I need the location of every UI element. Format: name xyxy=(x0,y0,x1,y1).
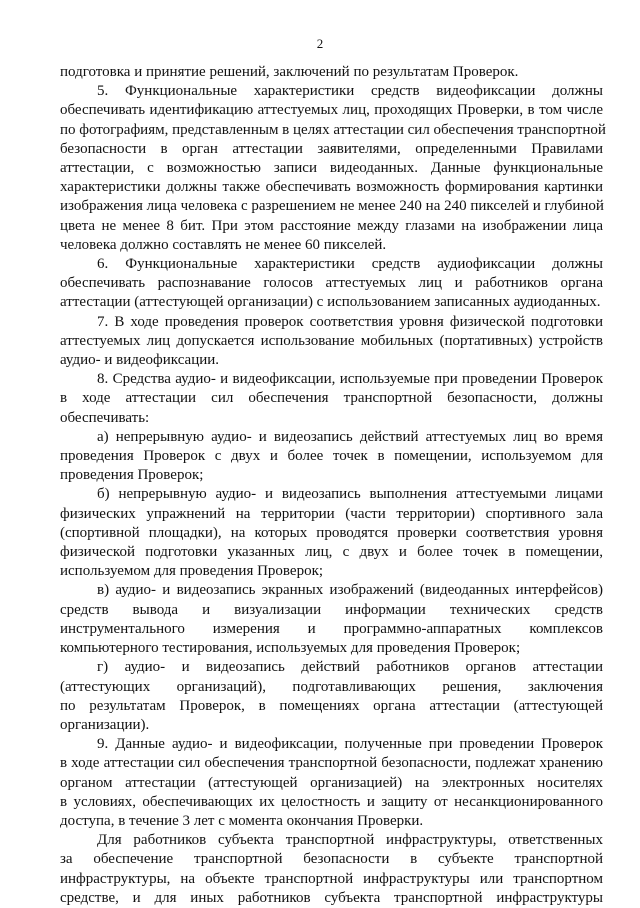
text-line: обеспечивать распознавание голосов аттестуемых лиц и работников органа xyxy=(60,275,603,292)
text-line: физической подготовки указанных лиц, с двух и более точек в помещении, xyxy=(60,544,603,561)
text-line: организации). xyxy=(60,716,150,733)
text-line: 7. В ходе проведения проверок соответствия уровня физической подготовки xyxy=(97,313,603,330)
text-line: безопасности в орган аттестации заявителями, определенными Правилами xyxy=(60,140,603,157)
text-line: органом аттестации (аттестующей организацией) на электронных носителях xyxy=(60,774,603,791)
text-line: (аттестующих организаций), подготавливающих решения, заключения xyxy=(60,678,603,695)
text-line: г) аудио- и видеозапись действий работников органов аттестации xyxy=(97,659,603,676)
text-line: проведения Проверок с двух и более точек в помещении, используемом для xyxy=(60,448,603,465)
paragraph-p7 xyxy=(60,313,603,371)
text-line: 8. Средства аудио- и видеофиксации, используемые при проведении Проверок xyxy=(97,371,603,388)
text-line: 9. Данные аудио- и видеофиксации, полученные при проведении Проверок xyxy=(97,736,603,753)
text-line: подготовка и принятие решений, заключений по результатам Проверок. xyxy=(60,64,519,80)
text-line: физических упражнений на территории (части территории) спортивного зала xyxy=(60,505,603,522)
text-line: аттестуемых лиц допускается использование мобильных (портативных) устройств xyxy=(60,332,603,349)
document-body xyxy=(60,63,606,908)
paragraph-p0 xyxy=(60,63,603,82)
text-line: характеристики должны также обеспечивать возможность формирования картинки xyxy=(60,179,603,196)
text-line: цвета не менее 8 бит. При этом расстояние между глазами на изображении лица xyxy=(60,217,603,234)
text-line: аттестации (аттестующей организации) с использованием записанных аудиоданных. xyxy=(60,294,601,311)
text-line: инфраструктуры, на объекте транспортной инфраструктуры или транспортном xyxy=(60,870,603,887)
paragraph-p10 xyxy=(60,831,603,908)
paragraph-p8a xyxy=(60,428,603,486)
text-line: инструментального измерения и программно-аппаратных комплексов xyxy=(60,620,603,637)
text-line: (спортивной площадки), на которых проводятся проверки соответствия уровня xyxy=(60,524,603,541)
text-line: компьютерного тестирования, используемых для проведения Проверок; xyxy=(60,640,521,657)
paragraph-p8d xyxy=(60,658,603,735)
page-number: 2 xyxy=(316,36,324,51)
paragraph-p9 xyxy=(60,735,603,831)
text-line: по результатам Проверок, в помещениях органа аттестации (аттестующей xyxy=(60,697,603,714)
paragraph-p5 xyxy=(60,82,606,255)
text-line: обеспечивать идентификацию аттестуемых лиц, проходящих Проверки, в том числе xyxy=(60,102,603,119)
text-line: 5. Функциональные характеристики средств видеофиксации должны xyxy=(97,83,603,100)
text-line: в ходе аттестации сил обеспечения транспортной безопасности, должны xyxy=(60,390,603,407)
paragraph-p8b xyxy=(60,485,603,581)
text-line: обеспечивать: xyxy=(60,409,150,426)
paragraph-p8 xyxy=(60,370,603,428)
text-line: человека должно составлять не менее 60 пикселей. xyxy=(60,236,387,253)
text-line: доступа, в течение 3 лет с момента окончания Проверки. xyxy=(60,812,424,829)
text-line: в) аудио- и видеозапись экранных изображений (видеоданных интерфейсов) xyxy=(97,582,603,599)
text-line: по фотографиям, представленным в целях аттестации сил обеспечения транспортной xyxy=(60,121,606,138)
text-line: средстве, и для иных работников субъекта транспортной инфраструктуры xyxy=(60,889,603,906)
text-line: изображения лица человека с разрешением не менее 240 на 240 пикселей и глубиной xyxy=(60,198,604,215)
paragraph-p8c xyxy=(60,581,603,658)
text-line: Для работников субъекта транспортной инфраструктуры, ответственных xyxy=(97,832,603,849)
paragraph-p6 xyxy=(60,255,603,313)
text-line: аудио- и видеофиксации. xyxy=(60,352,220,369)
text-line: проведения Проверок; xyxy=(60,467,204,484)
text-line: в ходе аттестации сил обеспечения транспортной безопасности, подлежат хранению xyxy=(60,755,603,772)
text-line: используемом для проведения Проверок; xyxy=(60,563,324,580)
text-line: а) непрерывную аудио- и видеозапись действий аттестуемых лиц во время xyxy=(97,428,603,445)
text-line: аттестации, с возможностью записи видеоданных. Данные функциональные xyxy=(60,160,603,177)
text-line: 6. Функциональные характеристики средств аудиофиксации должны xyxy=(97,256,603,273)
text-line: за обеспечение транспортной безопасности в субъекте транспортной xyxy=(60,851,603,868)
text-line: средств вывода и визуализации информации технических средств xyxy=(60,601,603,618)
text-line: б) непрерывную аудио- и видеозапись выполнения аттестуемыми лицами xyxy=(97,486,603,503)
text-line: в условиях, обеспечивающих их целостность и защиту от несанкционированного xyxy=(60,793,603,810)
